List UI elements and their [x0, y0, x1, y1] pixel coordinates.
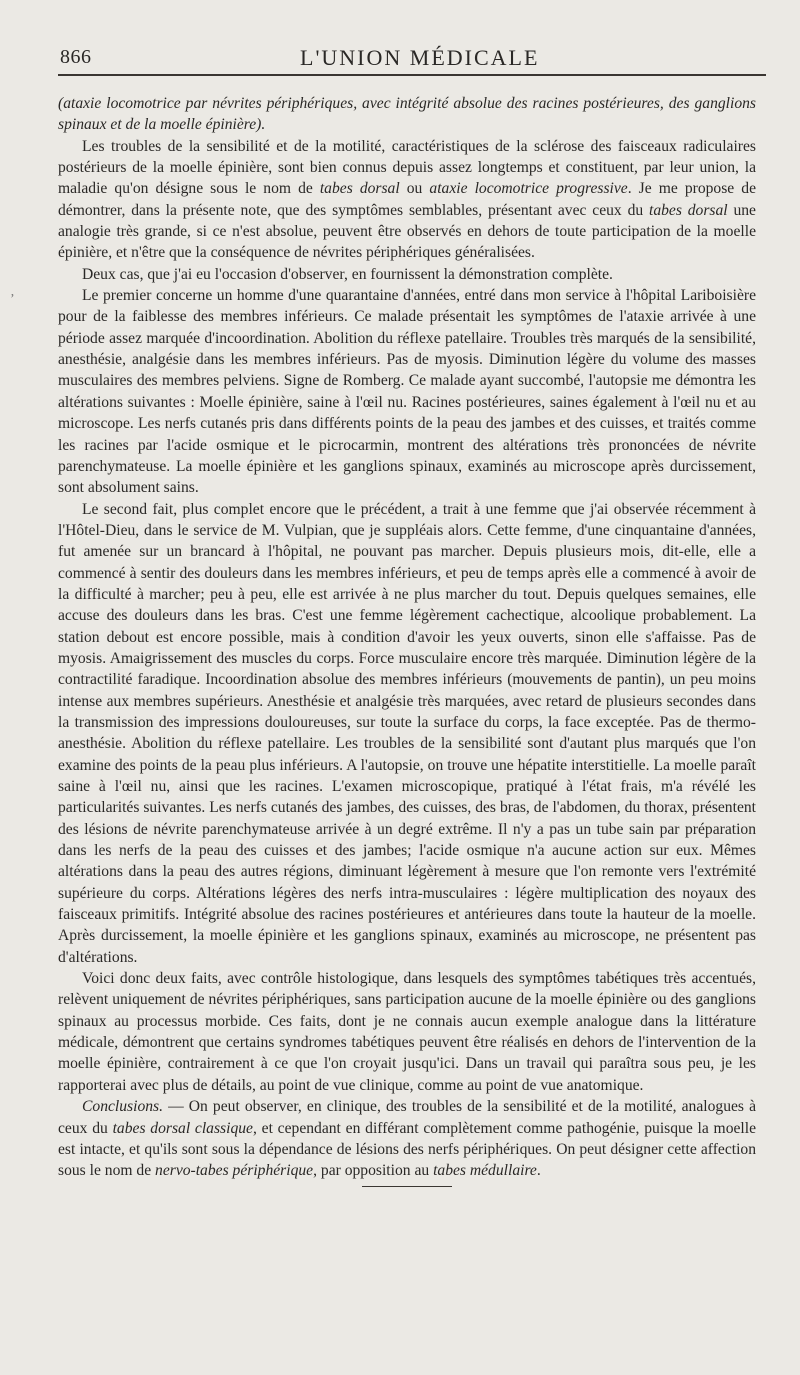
italic-run: tabes dorsal classique	[112, 1119, 253, 1137]
subtitle-text: (ataxie locomotrice par névrites périphériques, avec intégrité absolue des racines postérieures, des ganglions spinaux et de la moelle épinière).	[58, 95, 756, 134]
second-case-paragraph: Le second fait, plus complet encore que le précédent, a trait à une femme que j'ai observée récemment à l'Hôtel-Dieu, dans le service de M. Vulpian, que je suppléais alors. Cette femme, d'une cinquantaine d'années, fut amenée sur un brancard à l'hôpital, ne pouvant pas marcher. Depuis plusieurs mois, dit-elle, elle a commencé à sentir des douleurs dans les membres inférieurs, et peu de temps après elle a commencé à avoir de la difficulté à marcher; peu à peu, elle est arrivée à ne plus marcher du tout. Depuis quelques semaines, elle accuse des douleurs dans les bras. C'est une femme légèrement cachectique, alcoolique probablement. La station debout est encore possible, mais à condition d'avoir les yeux ouverts, sinon elle s'affaisse. Pas de myosis. Amaigrissement des muscles du corps. Force musculaire encore très marquée. Diminution légère de la contractilité faradique. Incoordination absolue des membres inférieurs (mouvements de pantin), un peu moins intense aux membres supérieurs. Anesthésie et analgésie très marquées, avec retard de plusieurs secondes dans la transmission des impressions douloureuses, sur toute la surface du corps, la face exceptée. Pas de thermo-anesthésie. Abolition du réflexe patellaire. Les troubles de la sensibilité sont d'autant plus marqués que l'on examine des points de la peau plus inférieurs. A l'autopsie, on trouve une hépatite interstitielle. La moelle paraît saine à l'œil nu, ainsi que les racines. L'examen microscopique, pratiqué à l'état frais, m'a révélé les particularités suivantes. Les nerfs cutanés des jambes, des cuisses, des bras, de l'abdomen, du thorax, présentent des lésions de névrite parenchymateuse arrivée à un degré extrême. Il n'y a pas un tube sain par préparation dans les nerfs de la peau des cuisses et des jambes; l'acide osmique n'a aucune action sur eux. Mêmes altérations dans la peau des autres régions, diminuant légèrement à mesure que l'on remonte vers l'extrémité supérieure du corps. Altérations légères des nerfs intra-musculaires : légère multiplication des noyaux des faisceaux primitifs. Intégrité absolue des racines postérieures et antérieures dans toute la hauteur de la moelle. Après durcissement, la moelle épinière et les ganglions spinaux, examinés au microscope, ne présentent pas d'altérations.	[58, 500, 756, 966]
text-run: — On peut observer, en clinique, des troubles de la sensibilité et de la motilité, analogues à ceux du	[58, 1098, 756, 1137]
text-run: Les troubles de la sensibilité et de la motilité, caractéristiques de la sclérose des faisceaux radiculaires postérieurs de la moelle épinière, sont bien connus depuis assez longtemps et constituent, par leur union, la maladie qu'on désigne sous le nom de	[58, 137, 756, 198]
header-rule	[58, 74, 766, 76]
intro-paragraph	[58, 136, 756, 264]
conclusions-label: Conclusions.	[82, 1098, 164, 1116]
italic-run: nervo-tabes périphérique	[155, 1162, 314, 1180]
italic-run: tabes dorsal	[319, 180, 400, 198]
italic-run: ataxie locomotrice progressive	[429, 180, 628, 198]
italic-run: tabes dorsal	[649, 201, 728, 219]
text-run: ou	[399, 180, 430, 198]
text-run: , et cependant en différant complètement comme pathogénie, puisque la moelle est intacte, et qu'ils sont sous la dépendance de lésions des nerfs périphériques. On peut désigner cette affection sous le nom de	[58, 1119, 756, 1180]
italic-run: tabes médullaire	[433, 1162, 537, 1180]
text-run: . Je me propose de démontrer, dans la présente note, que des symptômes semblables, présentant avec ceux du	[58, 180, 756, 219]
text-run: .	[536, 1162, 541, 1180]
conclusions-paragraph	[58, 1096, 756, 1181]
running-title: L'UNION MÉDICALE	[300, 45, 540, 70]
page-number: 866	[60, 46, 92, 68]
end-rule	[362, 1186, 452, 1187]
first-case-paragraph: Le premier concerne un homme d'une quarantaine d'années, entré dans mon service à l'hôpital Lariboisière pour de la faiblesse des membres inférieurs. Ce malade présentait les symptômes de l'ataxie arrivée à une période assez marquée d'incoordination. Abolition du réflexe patellaire. Troubles très marqués de la sensibilité, anesthésie, analgésie dans les membres inférieurs. Pas de myosis. Diminution légère du volume des masses musculaires des membres pelviens. Signe de Romberg. Ce malade ayant succombé, l'autopsie me démontra les altérations suivantes : Moelle épinière, saine à l'œil nu. Racines postérieures, saines également à l'œil nu et au microscope. Les nerfs cutanés pris dans différents points de la peau des jambes et des cuisses, et traités comme les racines par l'acide osmique et le picrocarmin, montrent des altérations très prononcées de névrite parenchymateuse. La moelle épinière et les ganglions spinaux, examinés au microscope après durcissement, sont absolument sains.	[58, 287, 756, 497]
subtitle-paragraph	[58, 93, 756, 136]
cases-paragraph: Deux cas, que j'ai eu l'occasion d'observer, en fournissent la démonstration complète.	[82, 265, 613, 283]
margin-mark: ’	[10, 292, 15, 307]
article-body	[58, 93, 756, 1187]
discussion-paragraph: Voici donc deux faits, avec contrôle histologique, dans lesquels des symptômes tabétiques très accentués, relèvent uniquement de névrites périphériques, sans participation aucune de la moelle épinière ou des ganglions spinaux au processus morbide. Ces faits, dont je ne connais aucun exemple analogue dans la littérature médicale, démontrent que certains syndromes tabétiques peuvent être réalisés en dehors de l'intervention de la moelle épinière, contrairement à ce que l'on croyait jusqu'ici. Dans un travail qui paraîtra sous peu, je les rapporterai avec plus de détails, au point de vue clinique, comme au point de vue anatomique.	[58, 970, 756, 1094]
text-run: , par opposition au	[313, 1162, 434, 1180]
text-run: une analogie très grande, si ce n'est absolue, peuvent être observés en dehors de toute participation de la moelle épinière, et n'être que la conséquence de névrites périphériques généralisées.	[58, 201, 756, 262]
